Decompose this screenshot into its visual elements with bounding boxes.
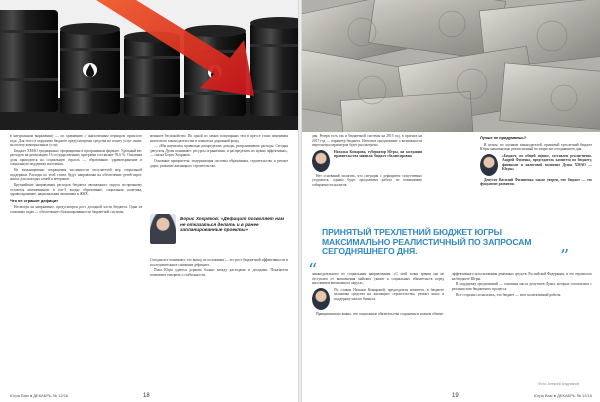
paragraph: — «Мы научились правильно распределять доходы, разграничивать расходы. Сегодня депутаты Думы понимают: ресурсы ограничены, и распределять их нужно эффективно», — сказал Борис Хохряков. bbox=[150, 144, 288, 158]
paragraph: эффективного использования денежных средств. Российской Федерации, и это отразилось на бюджете Югры. bbox=[452, 272, 592, 281]
paragraph: В целом, по оценкам законодателей, принятый трехлетний бюджет Югры максимально реалистичный по запросам сегодняшнего дня. bbox=[480, 142, 592, 152]
paragraph: меньшее беспокойство. По одной из самых популярных тем в прессе стали изменения налогового законодательства и планов на дорожный фонд. bbox=[150, 134, 288, 143]
right-column-4 bbox=[452, 272, 592, 382]
subheading: Что не страшит дефицит bbox=[10, 197, 58, 203]
paragraph: Основные приоритеты: модернизация системы образования, строительство и ремонт дорог, развитие жилищного строительства. bbox=[150, 159, 288, 168]
governor-portrait bbox=[312, 150, 330, 172]
right-page-number: 19 bbox=[452, 393, 459, 399]
right-column-2 bbox=[480, 134, 592, 224]
left-column-2-top bbox=[150, 134, 288, 208]
right-page bbox=[302, 0, 600, 402]
right-column-1 bbox=[312, 134, 422, 224]
headline: ПРИНЯТЫЙ ТРЕХЛЕТНИЙ БЮДЖЕТ ЮГРЫ МАКСИМАЛЬНО РЕАЛИСТИЧНЫЙ ПО ЗАПРОСАМ СЕГОДНЯШНЕГО ДНЯ. bbox=[322, 227, 532, 257]
paragraph: Не запланировано сокращения численности получателей мер социальной поддержки. Расходы по этой статье будут направлены на обеспечение детей-сирот, жилье для молодых семей и ветеранов. bbox=[10, 168, 142, 182]
close-quote-mark: ” bbox=[560, 246, 570, 267]
left-column-1 bbox=[10, 134, 142, 390]
committee-chair-portrait bbox=[312, 288, 330, 310]
right-column-3 bbox=[312, 272, 444, 388]
banknotes-photo bbox=[302, 0, 600, 132]
paragraph: Принципиально важно, что социальные обязательства сохранены в полном объеме. bbox=[316, 311, 444, 316]
right-footer: Югра Вам ● ДЕКАБРЬ № 12/16 bbox=[533, 393, 592, 398]
paragraph: в натуральном выражении) — по сравнению с аналогичным периодом прошлого года. Для этого в окружном бюджете предусмотрены средства на оплату услуг связи; на оплату коммунальных услуг, bbox=[10, 134, 142, 148]
governor-note bbox=[312, 150, 422, 172]
left-column-2-bottom bbox=[150, 258, 288, 390]
paragraph: «Бюджет, по общей оценке, составлен реалистично. Андрей Фоменко, председатель комитета по бюджету, финансам и налоговой политике Думы ХМАО — Югры» bbox=[502, 153, 592, 172]
subheading: Лучше не придумаешь? bbox=[480, 135, 527, 140]
banknotes-illustration bbox=[302, 0, 600, 132]
oil-barrels-illustration bbox=[0, 0, 298, 130]
left-page-number: 18 bbox=[143, 393, 150, 399]
oil-barrels-photo bbox=[0, 0, 298, 130]
paragraph: ден. Резерв есть так и бюджетной системы на 2015 год, в прогноз на 2017 год — параметр бюджета. Итоговое предложение о возможности пересмотра параметров будет рассмотрено. bbox=[312, 134, 422, 148]
open-quote-mark: “ bbox=[308, 260, 318, 281]
speaker-portrait bbox=[150, 214, 176, 244]
paragraph: Крупнейшие направления расходов бюджета автономного округа по-прежнему остаются неизменными: в топ-5 входят образование, социальная политика, здравоохранение, национальная экономика и ЖКХ. bbox=[10, 183, 142, 197]
paragraph: Бюджет ХМАО традиционно сформирован в программном формате. Удельный вес расходов на реализацию 16 государственных программ составляет 95,6 %. Основная доля приходится на социальную отрасль — образование, здравоохранение и социальную поддержку населения. bbox=[10, 148, 142, 167]
paragraph: Наталья Комарова, губернатор Югры, на заседании правительства заявила: бюджет сбалансирован. bbox=[334, 149, 422, 159]
deputy-note bbox=[480, 154, 592, 176]
paragraph: Депутат Василий Филипенко также уверен, что бюджет — это фундамент развития. bbox=[480, 177, 592, 187]
paragraph: Сегодня все понимают, что выход из положения — это рост бюджетной эффективности и последовательное снижение дефицита. bbox=[150, 258, 288, 267]
committee-note bbox=[312, 288, 444, 310]
paragraph: Нет оснований полагать, что ситуация с дефицитом существенно ухудшится, однако будет продолжена работа по повышению собираемости налогов. bbox=[312, 173, 422, 187]
pull-quote-text: Борис Хохряков: «Дефицит позволяет нам не отказаться делать и в ранее запланированные проекты» bbox=[180, 216, 285, 233]
paragraph: Пока Югра удается держать баланс между расходами и доходами. Показатели позволяют говорить о стабильности. bbox=[150, 268, 288, 277]
deputy-portrait bbox=[480, 154, 498, 176]
paragraph: В поддержку предложений — основная масса депутатов Думы, которые согласились с реальностью бюджетного процесса. bbox=[452, 282, 592, 291]
paragraph: законодательного по социальным направлениям. «С этой точки зрения мы не отступаем от выполнения майских указов и социальных обязательств перед населением автономного округа», bbox=[312, 272, 444, 286]
left-footer: Югра Вам ● ДЕКАБРЬ № 12/16 bbox=[10, 393, 69, 398]
left-page bbox=[0, 0, 298, 402]
paragraph: Несмотря на напряжение, предусмотрен рост доходной части бюджета. Одна из основных задач — обеспечение сбалансированности бюджетной системы. bbox=[10, 205, 142, 214]
photo-caption: Фото: Алексей Андрианов bbox=[538, 382, 580, 386]
paragraph: По словам Натальи Комаровой, председателя комитета, в бюджете заложены средства на жилищное строительство, ремонт школ и поддержку малого бизнеса. bbox=[334, 287, 444, 301]
pull-quote bbox=[150, 212, 290, 252]
paragraph: Все стороны согласились, что бюджет — итог коллективной работы. bbox=[456, 292, 562, 297]
